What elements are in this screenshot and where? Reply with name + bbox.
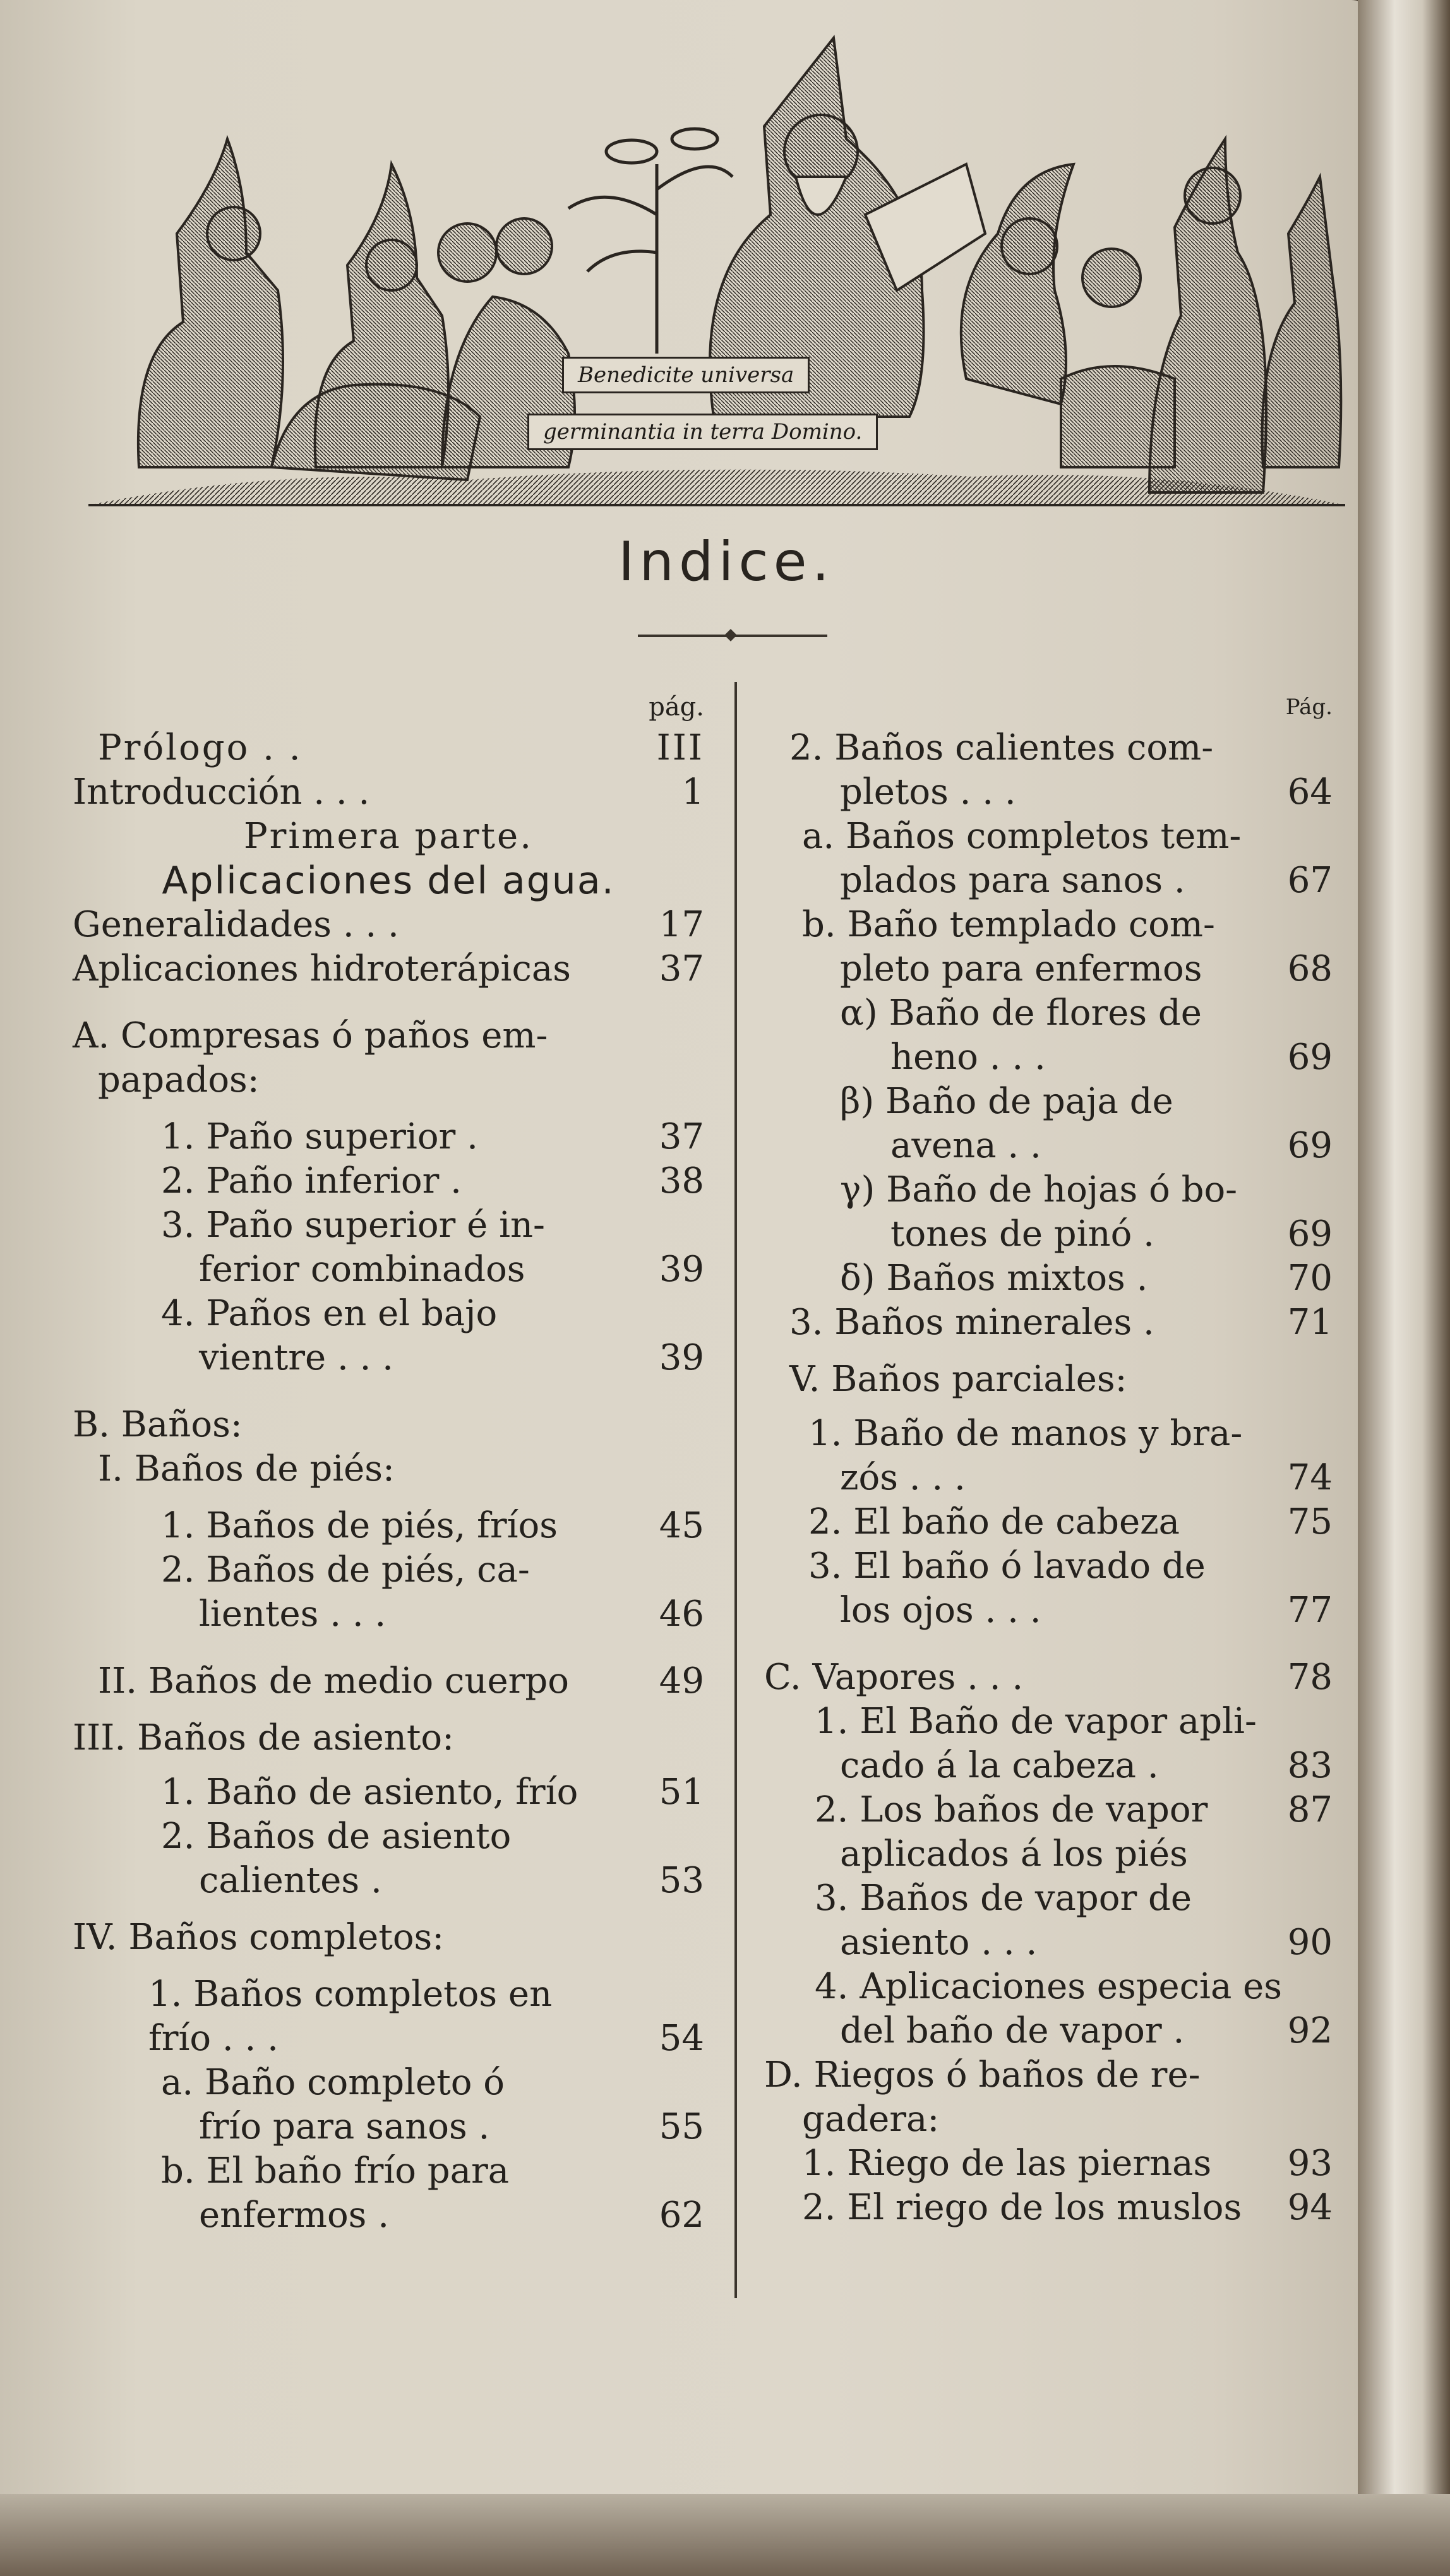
index-entry-line: β) Baño de paja de xyxy=(840,1081,1173,1122)
index-entry: Introducción . . . 1 xyxy=(73,772,704,813)
index-entry: 1. Paño superior . 37 xyxy=(161,1116,704,1157)
index-entry-line: 1. Baño de manos y bra- xyxy=(808,1413,1243,1454)
index-entry-line: 3. Paño superior é in- xyxy=(161,1205,545,1246)
index-entry: C. Vapores . . . 78 xyxy=(764,1657,1333,1698)
subsection-heading: III. Baños de asiento: xyxy=(73,1717,454,1758)
index-entry: heno . . . 69 xyxy=(890,1037,1333,1078)
index-entry: frío . . . 54 xyxy=(148,2018,704,2059)
index-left-column xyxy=(73,688,704,2238)
adjacent-page-edge xyxy=(1358,0,1450,2576)
index-entry-line: aplicados á los piés xyxy=(840,1834,1188,1875)
index-entry-line: 2. Baños de asiento xyxy=(161,1816,512,1857)
index-entry: enfermos . 62 xyxy=(199,2195,704,2236)
index-entry: plados para sanos . 67 xyxy=(840,860,1333,901)
index-entry: 2. El riego de los muslos 94 xyxy=(802,2187,1333,2228)
index-entry: δ) Baños mixtos . 70 xyxy=(840,1258,1333,1299)
index-entry-line: 1. El Baño de vapor apli- xyxy=(815,1701,1257,1742)
index-entry: vientre . . . 39 xyxy=(199,1337,704,1378)
page-column-label: Pág. xyxy=(1285,695,1333,720)
index-entry-line: 3. El baño ó lavado de xyxy=(808,1546,1206,1587)
index-entry: 2. Paño inferior . 38 xyxy=(161,1160,704,1202)
page-column-label: pág. xyxy=(649,693,704,722)
index-entry: pleto para enfermos 68 xyxy=(840,948,1333,989)
index-entry-line: a. Baño completo ó xyxy=(161,2062,505,2103)
index-entry-line: α) Baño de flores de xyxy=(840,993,1202,1034)
index-entry: cado á la cabeza . 83 xyxy=(840,1745,1333,1786)
index-entry: pletos . . . 64 xyxy=(840,772,1333,813)
index-entry: frío para sanos . 55 xyxy=(199,2106,704,2147)
motto-banner-1: Benedicite universa xyxy=(562,357,810,393)
index-entry-line: γ) Baño de hojas ó bo- xyxy=(840,1169,1238,1210)
column-divider xyxy=(734,682,737,2298)
index-entry-line: 4. Paños en el bajo xyxy=(161,1293,498,1334)
index-entry: asiento . . . 90 xyxy=(840,1922,1333,1963)
index-entry: ferior combinados 39 xyxy=(199,1249,704,1290)
index-entry: zós . . . 74 xyxy=(840,1457,1333,1498)
motto-banner-2: germinantia in terra Domino. xyxy=(527,414,878,450)
index-entry: Prólogo . . III xyxy=(98,727,704,768)
index-entry-line: 3. Baños de vapor de xyxy=(815,1878,1192,1919)
index-entry: 1. Baño de asiento, frío 51 xyxy=(161,1772,704,1813)
subsection-heading-cont: gadera: xyxy=(802,2099,940,2140)
page-title: Indice. xyxy=(618,530,834,593)
subsection-heading: B. Baños: xyxy=(73,1404,243,1445)
index-entry-line: 2. Baños de piés, ca- xyxy=(161,1549,530,1590)
index-entry: avena . . 69 xyxy=(890,1125,1333,1166)
index-entry-line: b. El baño frío para xyxy=(161,2150,510,2191)
index-entry: 2. El baño de cabeza 75 xyxy=(808,1501,1333,1542)
title-ornament-rule xyxy=(638,635,827,637)
index-entry: del baño de vapor . 92 xyxy=(840,2010,1333,2051)
index-entry: Aplicaciones hidroterápicas 37 xyxy=(73,948,704,989)
subsection-heading-cont: papados: xyxy=(98,1059,260,1100)
index-right-column xyxy=(764,688,1333,2230)
index-entry: tones de pinó . 69 xyxy=(890,1213,1333,1255)
index-entry: 2. Los baños de vapor 87 xyxy=(815,1789,1333,1830)
subsection-heading: I. Baños de piés: xyxy=(98,1448,395,1489)
index-entry: los ojos . . . 77 xyxy=(840,1590,1333,1631)
index-entry-line: 4. Aplicaciones especia es xyxy=(815,1966,1283,2007)
section-heading: Aplicaciones del agua. xyxy=(162,859,615,903)
index-entry: lientes . . . 46 xyxy=(199,1594,704,1635)
subsection-heading: D. Riegos ó baños de re- xyxy=(764,2054,1201,2096)
subsection-heading: A. Compresas ó paños em- xyxy=(73,1015,548,1056)
index-entry: calientes . 53 xyxy=(199,1860,704,1901)
index-entry: II. Baños de medio cuerpo 49 xyxy=(98,1661,704,1702)
index-entry-line: b. Baño templado com- xyxy=(802,904,1215,945)
subsection-heading: V. Baños parciales: xyxy=(789,1359,1127,1400)
index-entry-line: a. Baños completos tem- xyxy=(802,816,1242,857)
index-entry-line: 1. Baños completos en xyxy=(148,1974,553,2015)
index-entry: Generalidades . . . 17 xyxy=(73,904,704,945)
page-bottom-edge xyxy=(0,2494,1450,2576)
index-entry: 1. Baños de piés, fríos 45 xyxy=(161,1505,704,1546)
subsection-heading: IV. Baños completos: xyxy=(73,1917,445,1958)
index-entry-line: 2. Baños calientes com- xyxy=(789,727,1214,768)
index-entry: 1. Riego de las piernas 93 xyxy=(802,2143,1333,2184)
part-heading: Primera parte. xyxy=(243,816,533,857)
index-entry: 3. Baños minerales . 71 xyxy=(789,1302,1333,1343)
